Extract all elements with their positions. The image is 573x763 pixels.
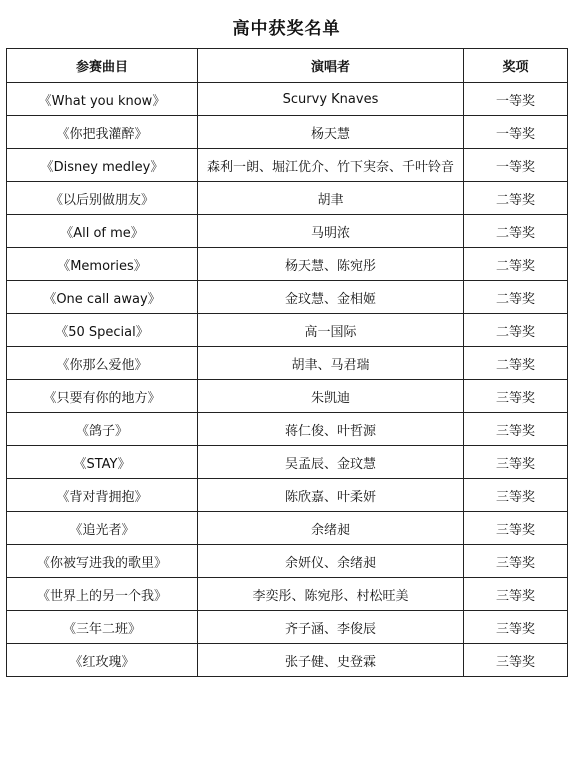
singer-cell: 杨天慧、陈宛彤 — [198, 248, 464, 281]
singer-cell: 张子健、史登霖 — [198, 644, 464, 677]
award-cell: 三等奖 — [464, 611, 568, 644]
singer-cell: 胡聿、马君瑞 — [198, 347, 464, 380]
award-cell: 三等奖 — [464, 644, 568, 677]
song-cell: 《Memories》 — [7, 248, 198, 281]
award-cell: 三等奖 — [464, 413, 568, 446]
singer-cell: 李奕彤、陈宛彤、村松旺美 — [198, 578, 464, 611]
table-row — [7, 83, 568, 116]
award-cell: 三等奖 — [464, 545, 568, 578]
song-cell: 《50 Special》 — [7, 314, 198, 347]
song-cell: 《红玫瑰》 — [7, 644, 198, 677]
award-table — [6, 48, 568, 677]
award-cell: 二等奖 — [464, 314, 568, 347]
table-row — [7, 116, 568, 149]
song-cell: 《你被写进我的歌里》 — [7, 545, 198, 578]
singer-cell: 陈欣嘉、叶柔妍 — [198, 479, 464, 512]
singer-cell: 余妍仪、余绪昶 — [198, 545, 464, 578]
singer-cell: 胡聿 — [198, 182, 464, 215]
song-cell: 《追光者》 — [7, 512, 198, 545]
table-row — [7, 347, 568, 380]
page-title: 高中获奖名单 — [232, 19, 341, 39]
song-cell: 《STAY》 — [7, 446, 198, 479]
column-header-award: 奖项 — [464, 49, 568, 83]
song-cell: 《鸽子》 — [7, 413, 198, 446]
singer-cell: 蒋仁俊、叶哲源 — [198, 413, 464, 446]
award-cell: 一等奖 — [464, 149, 568, 182]
song-cell: 《你把我灌醉》 — [7, 116, 198, 149]
song-cell: 《One call away》 — [7, 281, 198, 314]
singer-cell: 吴孟辰、金玟慧 — [198, 446, 464, 479]
song-cell: 《三年二班》 — [7, 611, 198, 644]
singer-cell: 森利一朗、堀江优介、竹下実奈、千叶铃音 — [198, 149, 464, 182]
table-row — [7, 215, 568, 248]
award-cell: 二等奖 — [464, 248, 568, 281]
column-header-singer: 演唱者 — [198, 49, 464, 83]
table-row — [7, 512, 568, 545]
singer-cell: 朱凯迪 — [198, 380, 464, 413]
song-cell: 《你那么爱他》 — [7, 347, 198, 380]
table-row — [7, 413, 568, 446]
singer-cell: 高一国际 — [198, 314, 464, 347]
song-cell: 《All of me》 — [7, 215, 198, 248]
table-row — [7, 479, 568, 512]
award-cell: 二等奖 — [464, 182, 568, 215]
table-row — [7, 182, 568, 215]
singer-cell: 齐子涵、李俊辰 — [198, 611, 464, 644]
song-cell: 《背对背拥抱》 — [7, 479, 198, 512]
song-cell: 《以后别做朋友》 — [7, 182, 198, 215]
award-cell: 三等奖 — [464, 512, 568, 545]
song-cell: 《世界上的另一个我》 — [7, 578, 198, 611]
table-row — [7, 446, 568, 479]
award-cell: 二等奖 — [464, 347, 568, 380]
singer-cell: 杨天慧 — [198, 116, 464, 149]
singer-cell: 马明浓 — [198, 215, 464, 248]
award-cell: 二等奖 — [464, 215, 568, 248]
table-row — [7, 644, 568, 677]
table-row — [7, 380, 568, 413]
table-header-row — [7, 49, 568, 83]
table-row — [7, 314, 568, 347]
column-header-song: 参赛曲目 — [7, 49, 198, 83]
award-cell: 三等奖 — [464, 479, 568, 512]
table-row — [7, 149, 568, 182]
table-row — [7, 611, 568, 644]
singer-cell: Scurvy Knaves — [198, 83, 464, 116]
award-cell: 一等奖 — [464, 116, 568, 149]
singer-cell: 金玟慧、金相姬 — [198, 281, 464, 314]
singer-cell: 余绪昶 — [198, 512, 464, 545]
song-cell: 《What you know》 — [7, 83, 198, 116]
song-cell: 《Disney medley》 — [7, 149, 198, 182]
award-cell: 三等奖 — [464, 380, 568, 413]
table-row — [7, 545, 568, 578]
table-row — [7, 248, 568, 281]
table-row — [7, 281, 568, 314]
award-cell: 三等奖 — [464, 446, 568, 479]
song-cell: 《只要有你的地方》 — [7, 380, 198, 413]
award-cell: 一等奖 — [464, 83, 568, 116]
award-cell: 二等奖 — [464, 281, 568, 314]
award-cell: 三等奖 — [464, 578, 568, 611]
table-row — [7, 578, 568, 611]
